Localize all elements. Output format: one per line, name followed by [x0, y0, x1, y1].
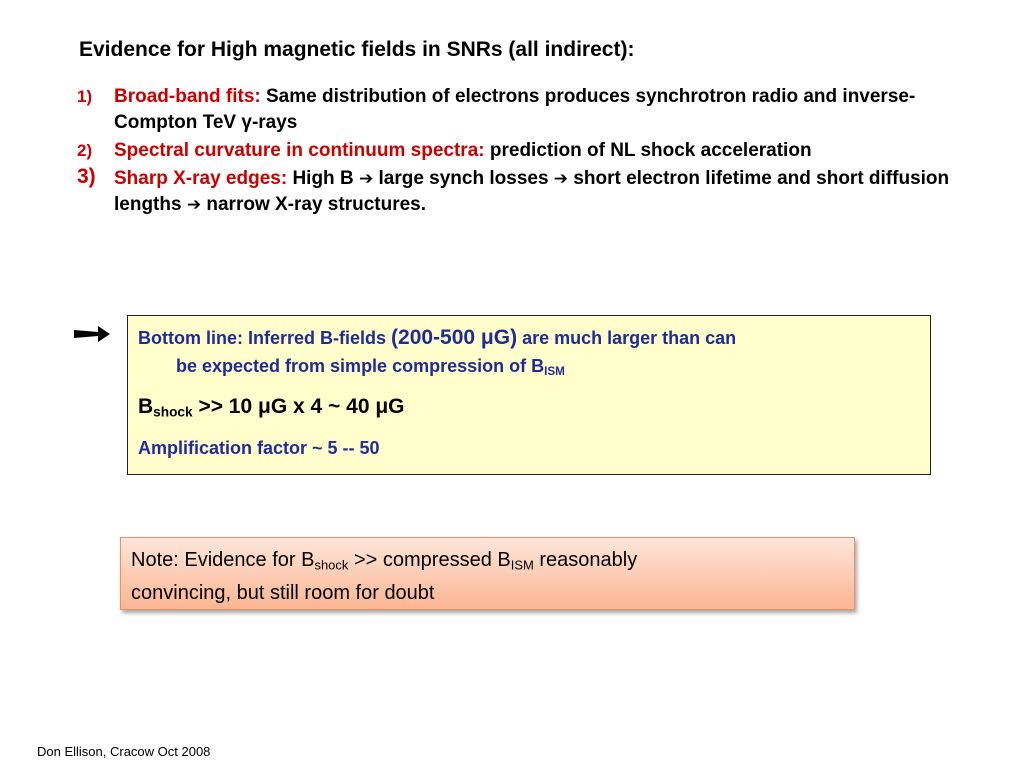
field-range: (200-500 μG): [391, 326, 518, 349]
note-box: [120, 537, 855, 610]
bottom-line-part: are much larger than can: [517, 328, 737, 348]
evidence-list: [77, 84, 957, 220]
subscript: shock: [153, 404, 193, 420]
gamma-symbol: γ: [241, 112, 252, 133]
bottom-line-part: be expected from simple compression of B: [176, 356, 545, 376]
item-label: Spectral curvature in continuum spectra:: [114, 140, 485, 161]
item-text: short electron lifetime and short diffusion lengths: [114, 168, 950, 215]
list-item-3: [77, 166, 957, 218]
note-part: Note: Evidence for B: [131, 549, 315, 571]
right-arrow-icon: ➔: [186, 195, 202, 214]
subscript: ISM: [544, 364, 565, 378]
item-text: prediction of NL shock acceleration: [484, 140, 812, 161]
item-text: large synch losses: [373, 168, 554, 189]
bshock-equation: [138, 392, 920, 427]
item-number: 2): [77, 141, 93, 160]
equation-part: B: [138, 394, 154, 418]
note-part: convincing, but still room for doubt: [131, 582, 435, 605]
bottom-line-part: Bottom line: Inferred B-fields: [138, 328, 392, 348]
item-text: Same distribution of electrons produces synchrotron radio and inverse-Compton TeV: [114, 86, 916, 133]
note-part: reasonably: [533, 549, 638, 571]
item-label: Sharp X-ray edges:: [114, 168, 288, 189]
item-text: -rays: [251, 112, 298, 133]
right-arrow-icon: [72, 322, 112, 346]
list-item-1: [77, 84, 957, 136]
slide-title: Evidence for High magnetic fields in SNRs (all indirect):: [79, 38, 635, 61]
item-number: 1): [77, 87, 93, 106]
subscript: shock: [314, 557, 349, 573]
equation-part: >> 10 μG x 4 ~ 40 μG: [192, 394, 405, 418]
item-label: Broad-band fits:: [114, 86, 261, 107]
amplification-factor: Amplification factor ~ 5 -- 50: [138, 438, 380, 459]
item-number: 3): [77, 165, 96, 188]
list-item-2: [77, 138, 957, 164]
right-arrow-icon: ➔: [553, 169, 569, 188]
subscript: ISM: [510, 557, 534, 573]
bottom-line-box: [127, 315, 931, 475]
right-arrow-icon: ➔: [358, 169, 374, 188]
item-text: High B: [287, 168, 359, 189]
footer-credit: Don Ellison, Cracow Oct 2008: [37, 744, 211, 759]
item-text: narrow X-ray structures.: [201, 194, 427, 215]
note-part: >> compressed B: [348, 549, 511, 571]
bottom-line-text: [138, 324, 920, 386]
